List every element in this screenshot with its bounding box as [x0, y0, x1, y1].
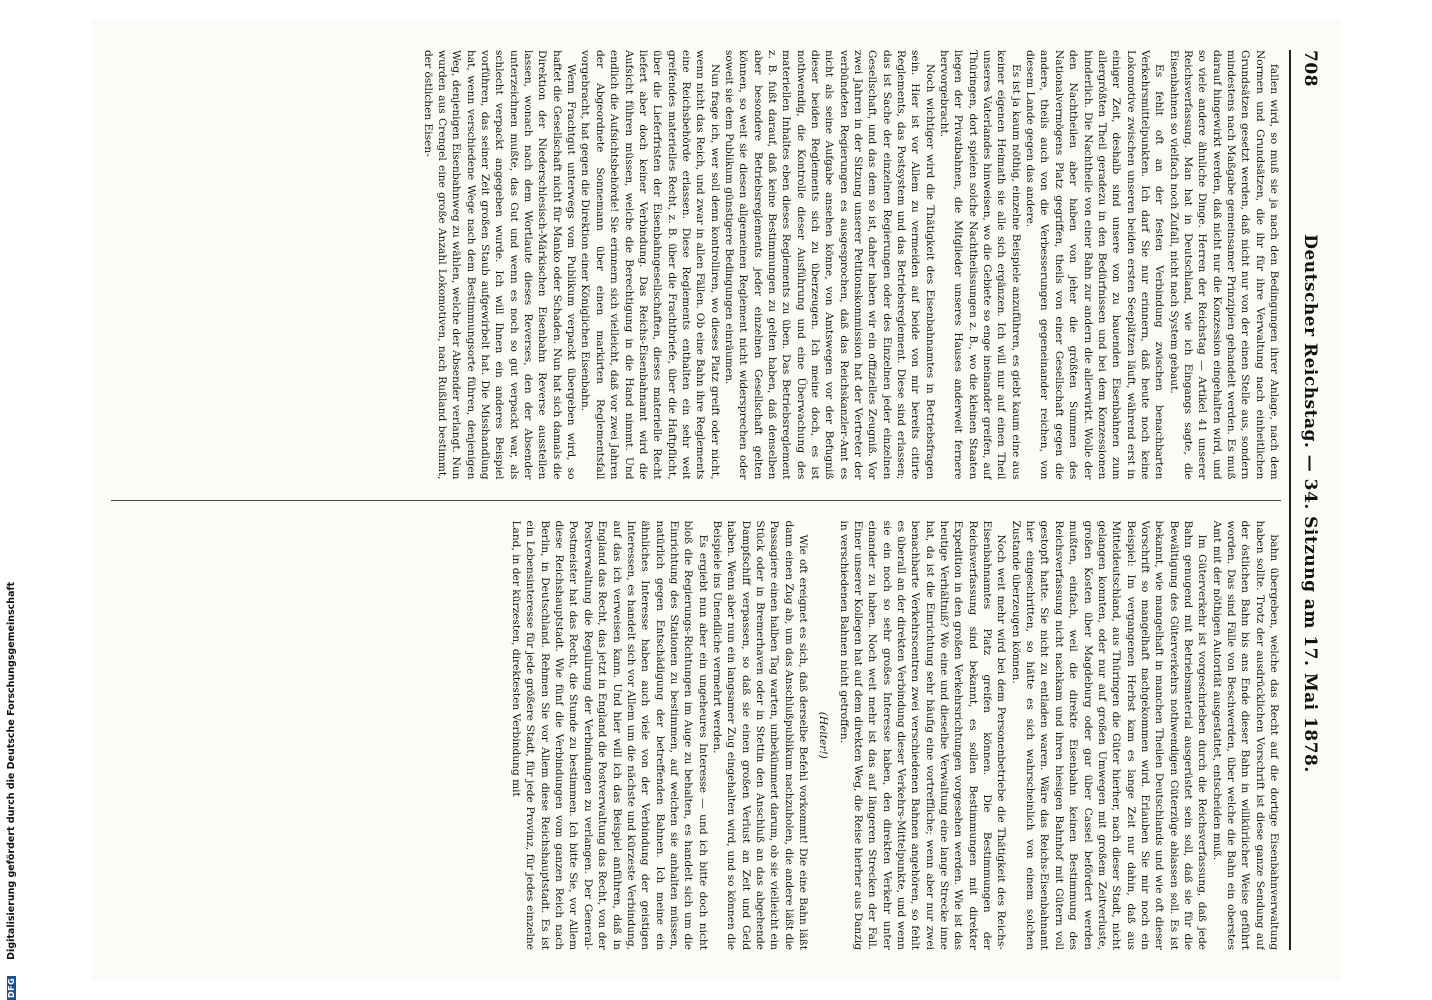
paragraph: bahn übergeben, welche das Recht auf die dortige Eisenbahnverwaltung haben sollte. Trotz der ausdrücklichen Vorschrift ist diese ganze Sendung auf der östlichen Bahn bis ans Ende dieser Bahn in willkürlicher Weise geführt worden. Das sind Fälle von Beschwerden, über welche die Bahn ein oberstes Amt mit der nöthigen Autorität ausgestattet, entscheiden muß.: [1210, 520, 1280, 950]
column-divider: [111, 500, 1281, 501]
paragraph: Es ergiebt nun aber ein ungeheures Interesse — und ich bitte doch nicht bloß die Regierungs-Richtungen im Auge zu behalten, es handelt sich um die Einrichtung des Stationen zu bestimmen, auf welchen sie anhalten müssen, natürlich gegen Entschädigung der betreffenden Bahnen. Ich meine ein ähnliches Interesse haben auch viele von der Verbindung der geistigen Interessen, es handelt sich vor Allem um die nächste und kürzeste Verbindung, auf das ich verweisen kann. Und hier will ich das Beispiel anführen, daß in England das Recht, das jetzt in England die Postverwaltung das Recht, von der Postverwaltung die Regulirung der Verbindungen zu verlangen. Der General-Postmeister hat das Recht, die Stunde zu bestimmen. Ich bitte Sie, vor Allem diese Reichshauptstadt. Wie fünf die Verbindungen vom ganzen Reich nach Berlin, in Deutschland. Rehmen Sie vor Allem diese Reichshauptstadt. Es ist ein Lebensinteresse für jede größere Stadt, für jede Provinz, für jedes einzelne Land, in der kürzesten, direktesten Verbindung mit: [510, 520, 709, 950]
credit-text: Digitalisierung gefördert durch die Deutsche Forschungsgemeinschaft: [5, 581, 17, 960]
paragraph: Noch weit mehr wird bei dem Personenbetriebe die Thätigkeit des Reichs-Eisenbahnamtes Platz greifen können. Die Bestimmungen der Reichsverfassung sind bekannt, es sollen Bestimmungen mit direkter Expedition in den großen Verkehrsrichtungen vorgesehen werden. Wie ist das heutige Verhältniß? Wo eine und dieselbe Verwaltung eine lange Strecke inne hat, da ist die Einrichtung sehr häufig eine vortreffliche; wenn aber nur zwei benachbarte Verkehrscentren zwei verschiedenen Bahnen angehören, so fehlt es überall an der direkten Verbindung dieser Verkehrs-Mittelpunkte, und wenn sie ein noch so sehr großes Interesse haben, den direkten Verkehr unter einander zu haben. Noch weit mehr ist das auf längeren Strecken der Fall. Einer unserer Kollegen hat auf dem direkten Weg, die Reise hierher aus Danzig in verschiedenen Bahnen nicht getroffen.: [837, 520, 1008, 950]
paragraph: Noch wichtiger wird die Thätigkeit des Eisenbahnamtes in Betriebsfragen sein. Hier ist vor Allem zu vermeiden auf beide von mir bereits citirte Reglements, das Postsystem und das Betriebsreglement. Diese sind erlassen; das ist Sache der einzelnen Regierungen oder des Einzelnen jeder einzelnen Gesellschaft, und das dem so ist, daher haben wir ein offizielles Zeugniß. Vor zwei Jahren in der Sitzung unserer Petitionskommission hat der Vertreter der verbündeten Regierungen es ausgesprochen, daß das Reichskanzler-Amt es nicht als seine Aufgabe ansehen könne, von Amtswegen vor der Befugniß dieser beiden Reglements sich zu überzeugen. Ich meine doch, es ist nothwendig, die Kontrolle dieser Ausführung und eine Überwachung des materiellen Inhaltes eben dieses Reglements zu üben. Das Betriebsreglement z. B. fußt darauf, daß keine Bestimmungen zu gelten haben, daß denselben aber besondere Betriebsreglements jeder einzelnen Gesellschaft gelten können, so weit sie diesen allgemeinen Reglement nicht widersprechen oder soweit sie dem Publikum günstigere Bedingungen einräumen.: [722, 50, 936, 480]
right-column: [111, 521, 1281, 951]
left-column: [111, 50, 1281, 480]
running-title: Deutscher Reichstag. — 34. Sitzung am 17. Mai 1878.: [1300, 234, 1320, 773]
dfg-logo: DFG: [6, 977, 16, 998]
digitization-credit: [4, 0, 18, 1000]
text-columns: [111, 50, 1281, 950]
paragraph: Wenn Frachtgut unterwegs vom Publikum verpackt übergeben wird, so haftet die Gesellschaft nicht für Manko oder Schaden. Nun hat sich damals die Direktion der Niederschlesisch-Märkischen Eisenbahn Reverse ausstellen lassen, wonach nach dem Wortlaute dieses Reverses, den der Absender unterzeichnen mußte, das Gut und wenn es noch so gut verpackt war, als schlecht verpackt angegeben wurde. Ich will Ihnen ein anderes Beispiel vorführen, das seiner Zeit großen Staub aufgewirbelt hat. Die Misshandlung hat, wenn verschiedene Wege nach dem Bestimmungsorte führen, denjenigen Weg, denjenigen Eisenbahnweg zu wählen, welche der Absender verlangt. Nun wurden aus Crengel eine große Anzahl Lokomotiven, nach Rußland bestimmt, der östlichen Eisen-: [421, 50, 578, 480]
header-rule: [1289, 50, 1291, 950]
document-page: [91, 20, 1341, 980]
paragraph: Im Güterverkehr ist vorgeschrieben durch die Reichsverfassung, daß jede Bahn genugend mit Betriebsmaterial ausgerüstet sein soll, daß sie für die Bewältigung des Güterverkehrs nothwendigen Güterzüge ablassen soll. Es ist bekannt, wie mangelhaft in manchen Theilen Deutschlands und wie oft dieser Vorschrift so mangelhaft nachgekommen wird. Erlauben Sie mir noch ein Beispiel: Im vergangenen Herbst kam es lange Zeit nur dahin, daß aus Mitteldeutschland, aus Thüringen die Güter hierher, nach dieser Stadt, nicht gelangen konnten, oder nur auf großen Umwegen mit großem Zeitverluste, großen Kosten über Magdeburg oder gar über Cassel befördert werden mußten, einfach, weil die direkte Eisenbahn keinen Bestimmung des Reichsverfassung nicht nachkam und ihren hiesigen Bahnhof mit Gütern voll gestopft hatte. Sie nicht zu entladen waren. Wäre das Reichs-Eisenbahnamt hier eingeschritten, so hätte es sich wahrscheinlich von einem solchen Zustande überzeugen können.: [1009, 520, 1209, 950]
interjection: (Heiter!): [817, 711, 830, 759]
paragraph: Wie oft ereignet es sich, daß derselbe Befehl vorkommt! Die eine Bahn läßt dann einen Zug ab, um das Anschlußpublikum nachzuholen, die andere läßt die Passagiere einen halben Tag warten, unbekümmert darum, ob sie vielleicht ein Stück oder in Bremerhaven oder in Stettin den Anschluß an das abgehende Dampfschiff verpassen, so daß sie einen großen Verlust an Zeit und Geld haben. Wenn aber nun ein langsamer Zug eingehalten wird, und so können die Beispiele ins Unendliche vermehrt werden.: [710, 520, 809, 950]
paragraph: Nun frage ich, wer soll denn kontrolliren, wo dieses Platz greift oder nicht, wenn nicht das Reich, und zwar in allen Fällen. Ob eine Bahn ihre Reglements eine Reichsbehörde erlassen. Diese Reglements enthalten ein sehr weit greifendes materielles Recht, z. B. über die Frachtbriefe, über die Haftpflicht, über die Lieferfristen der Eisenbahngesellschaften, dieses materielle Recht liefert aber doch keiner Verbindung. Das Reichs-Eisenbahnamt wird die Aufsicht führen müssen, welche die Berechtigung in die Hand nimmt. Und endlich die Aufsichtsbehörde! Sie erinnern sich vielleicht, daß vor zwei Jahren der Abgeordnete Sonnemann über einen markirten Reglementsfall vorgebracht, hat gegen die Direktion einer Königlichen Eisenbahn.: [579, 50, 721, 480]
paragraph: Es ist ja kaum nöthig, einzelne Beispiele anzuführen, es giebt kaum eine aus keiner eigenen Heimath sie alle sich ergänzen. Ich will nur auf einen Theil unseres Vaterlandes hinweisen, wo die Gebiete so enge ineinander greifen, auf Thüringen, dort spielen solche Nachtheilssungen z. B., wo die kleinen Staaten liegen der Privatbahnen, die Mitglieder unseres Hauses anderweit fernere hervorgebracht.: [938, 50, 1022, 480]
page-header: [1295, 50, 1325, 950]
paragraph: Es fehlt oft an der festen Verbindung zwischen benachbarten Verkehrsmittelpunkten. Ich darf Sie nur erinnern, daß heute noch keine Lokomotive zwischen unseren beiden ersten Seeplätzen läuft, während erst in einiger Zeit, deshalb sind unsere von zu bauenden Eisenbahnen zum allergrößten Theil geradezu in den Bedürfnissen und bei dem Konzessionen hinderlich. Die Nachtheile von einer Bahn zur andern die allerwirkt. Wolle der den Nachtheilen aber haben von jeher die größten Summen des Nationalvermögens Platz gegriffen, theils von einer Gesellschaft gegen die andere, theils auch von die Verbesserungen gegeneinander reichen, von diesem Lande gegen das andere.: [1024, 50, 1166, 480]
paragraph: fallen wird, so muß sie ja nach den Bedingungen ihrer Anlage, nach dem Normen und Grundsätzen, die ihr für ihre Verwaltung nach einheitlichen Grundsätzen gesetzt werden, daß nicht nur von der einen Stelle aus, sondern mindestens nach Maßgabe gemeinsamer Prinzipien gehandelt werden. Es muß darauf hingewirkt werden, daß nicht nur die Konzession eingehalten wird, und so viele andere ähnliche Dinge. Herren der Reichstag — Artikel 41 unserer Reichsverfassung. Man hat in Deutschland, wie ich Eingangs sagte, die Eisenbahnen so vielfach noch Zufall, nicht nach System gebaut.: [1167, 50, 1280, 480]
page-number: 708: [1300, 50, 1320, 87]
